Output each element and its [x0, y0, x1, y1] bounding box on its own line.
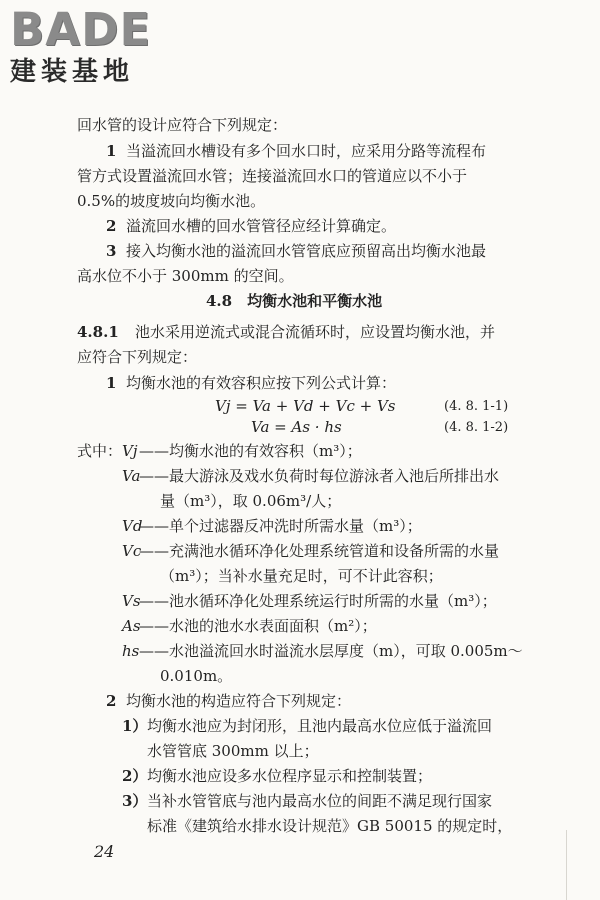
formula-number: (4. 8. 1-2) — [444, 420, 509, 435]
item-number: 3 — [106, 242, 117, 260]
text-line: ——单个过滤器反冲洗时所需水量（m³）； — [139, 517, 422, 535]
text-line: 管方式设置溢流回水管；连接溢流回水口的管道应以不小于 — [77, 167, 468, 185]
symbol: hs — [122, 642, 140, 660]
text-line: ——均衡水池的有效容积（m³）； — [139, 442, 362, 460]
formula: Va = As · hs — [251, 418, 342, 436]
text-line: 均衡水池应设多水位程序显示和控制装置； — [147, 767, 433, 785]
text-line: 当溢流回水槽设有多个回水口时，应采用分路等流程布 — [126, 142, 487, 160]
item-number: 2 — [106, 692, 117, 710]
text-line: 水管管底 300mm 以上； — [147, 742, 319, 760]
item-number: 2 — [106, 217, 117, 235]
section-heading: 4.8 均衡水池和平衡水池 — [206, 292, 383, 310]
symbol: Vd — [122, 517, 143, 535]
text-line: 量（m³），取 0.06m³/人； — [160, 492, 342, 510]
clause-number: 4.8.1 — [77, 323, 119, 341]
text-line: （m³）；当补水量充足时，可不计此容积； — [160, 567, 443, 585]
text-line: 池水采用逆流式或混合流循环时，应设置均衡水池，并 — [135, 323, 496, 341]
logo-text-en: BADE — [10, 3, 152, 56]
text-line: ——最大游泳及戏水负荷时每位游泳者入池后所排出水 — [139, 467, 500, 485]
formula: Vj = Va + Vd + Vc + Vs — [215, 397, 396, 415]
symbol: Vc — [122, 542, 142, 560]
text-line: 0.010m。 — [160, 667, 233, 685]
text-line: ——水池溢流回水时溢流水层厚度（m），可取 0.005m～ — [139, 642, 523, 660]
text-line: 均衡水池的有效容积应按下列公式计算： — [126, 374, 397, 392]
page-number: 24 — [94, 842, 115, 861]
item-number: 1 — [106, 142, 117, 160]
text-line: 应符合下列规定： — [77, 348, 198, 366]
text-line: 高水位不小于 300mm 的空间。 — [77, 267, 294, 285]
symbol: Vs — [122, 592, 141, 610]
formula-number: (4. 8. 1-1) — [444, 399, 509, 414]
text-line: 均衡水池的构造应符合下列规定： — [126, 692, 352, 710]
logo-text-cn: 建装基地 — [10, 57, 135, 87]
bade-logo — [10, 3, 182, 90]
text-line: 接入均衡水池的溢流回水管管底应预留高出均衡水池最 — [126, 242, 487, 260]
list-marker: 2） — [122, 767, 148, 785]
text-line: ——池水循环净化处理系统运行时所需的水量（m³）； — [139, 592, 497, 610]
text-line: 标准《建筑给水排水设计规范》GB 50015 的规定时， — [147, 817, 513, 835]
symbol: As — [122, 617, 141, 635]
text-line: 均衡水池应为封闭形，且池内最高水位应低于溢流回 — [147, 717, 493, 735]
page-edge-divider — [566, 830, 567, 900]
symbol: Vj — [122, 442, 138, 460]
text-line: 溢流回水槽的回水管管径应经计算确定。 — [126, 217, 397, 235]
text-line: 0.5%的坡度坡向均衡水池。 — [77, 192, 266, 210]
text-line: ——充满池水循环净化处理系统管道和设备所需的水量 — [139, 542, 500, 560]
text-line: 回水管的设计应符合下列规定： — [77, 116, 288, 134]
text-line: 当补水管管底与池内最高水位的间距不满足现行国家 — [147, 792, 493, 810]
item-number: 1 — [106, 374, 117, 392]
list-marker: 1） — [122, 717, 148, 735]
text-line: ——水池的池水水表面面积（m²）； — [139, 617, 377, 635]
symbol: Va — [122, 467, 141, 485]
where-label: 式中： — [77, 442, 123, 460]
list-marker: 3） — [122, 792, 148, 810]
